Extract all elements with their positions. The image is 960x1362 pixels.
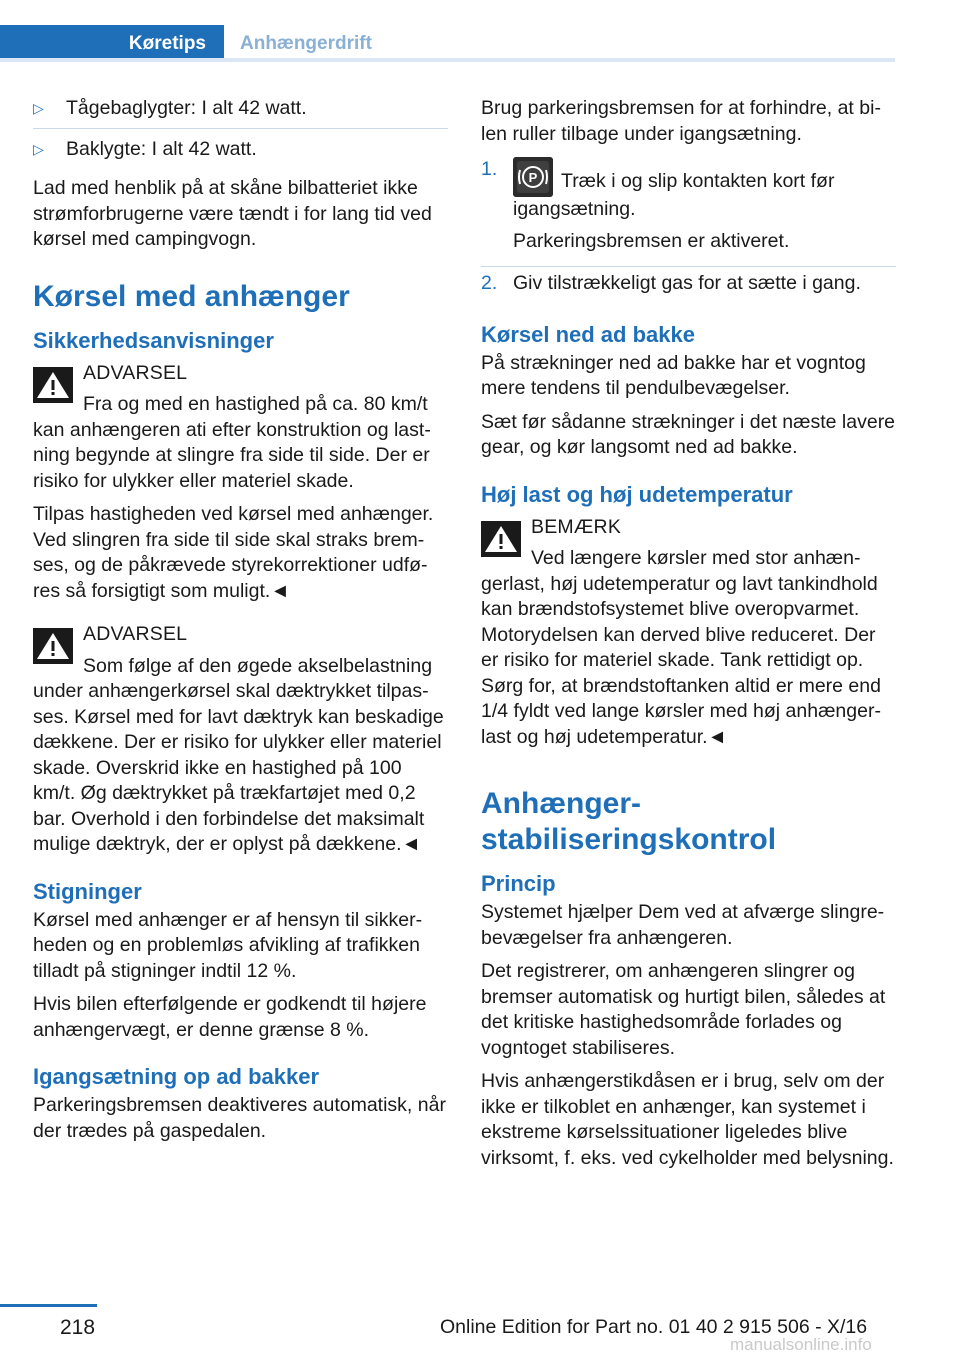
left-column <box>33 96 448 1152</box>
paragraph: Kørsel med anhænger er af hensyn til sikkerheden og en problemløs afvikling af trafikken tilladt på stigninger indtil 12 %. <box>33 908 423 982</box>
paragraph: Det registrerer, om anhængeren slingrer og bremser automatisk og hurtigt bilen, således at det kritiske hastighedsområde forlades og vogntoget stabiliseres. <box>481 960 886 1059</box>
right-column <box>481 96 896 1179</box>
step-text: Træk i og slip kontakten kort før igangsætning. <box>513 170 835 220</box>
warning-block <box>33 361 448 605</box>
paragraph: Parkeringsbremsen deaktiveres automatisk, når der trædes på gaspedalen. <box>33 1094 446 1142</box>
warning-block <box>33 622 448 858</box>
warning-triangle-icon <box>481 521 521 557</box>
subsection-heading: Sikkerhedsanvisninger <box>33 327 274 353</box>
warning-label: ADVARSEL <box>83 623 188 645</box>
warning-triangle-icon <box>33 367 73 403</box>
edition-line: Online Edition for Part no. 01 40 2 915 506 - X/16 <box>440 1316 868 1338</box>
subsection-heading: Igangsætning op ad bakker <box>33 1064 320 1089</box>
note-block <box>481 515 896 751</box>
step-text: Giv tilstrækkeligt gas for at sætte i gang. <box>513 272 861 294</box>
step-number: 2. <box>481 272 498 294</box>
subsection-heading: Høj last og høj udetemperatur <box>481 481 793 507</box>
step-result: Parkeringsbremsen er aktiveret. <box>513 229 790 252</box>
list-item <box>33 96 448 129</box>
page-number: 218 <box>60 1316 96 1339</box>
list-item <box>481 157 896 267</box>
intro-paragraph: Lad med henblik på at skåne bilbatteriet ikke strømforbrugerne være tændt i for lang tid ved kørsel med campingvogn. <box>33 177 432 250</box>
watermark: manualsonline.info <box>730 1335 872 1354</box>
note-text: Ved længere kørsler med stor anhængerlast, høj udetemperatur og lavt tankindhold kan brændstofsystemet blive overopvarmet. Motorydelsen kan derved blive reduceret. Der er risiko for materiel skade. Tank rettidigt op. Sørg for, at brændstoftanken altid er mere end 1/4 fyldt ved lange kørsler med høj anhængerlast og høj udetemperatur.◄ <box>481 547 881 748</box>
parking-brake-button-icon <box>513 157 553 197</box>
paragraph: Hvis anhængerstikdåsen er i brug, selv om der ikke er tilkoblet en anhænger, kan systemet i ekstreme kørselssituationer ligeledes blive virksomt, f. eks. ved cykelholder med belysning. <box>481 1070 894 1169</box>
section-heading: Anhængerstabiliseringskontrol <box>481 787 777 856</box>
list-item-text: Baklygte: I alt 42 watt. <box>66 137 257 160</box>
svg-text:P: P <box>528 170 538 185</box>
warning-label: ADVARSEL <box>83 361 188 384</box>
section-tab-active: Køretips <box>0 25 224 62</box>
section-tab-inactive: Anhængerdrift <box>240 33 372 54</box>
subsection-heading: Kørsel ned ad bakke <box>481 321 695 347</box>
warning-text: Som følge af den øgede akselbelastning under anhængerkørsel skal dæktrykket tilpasses. Kørsel med for lavt dæktryk kan beskadige dækkene. Der er risiko for ulykker eller materiel skade. Overskrid ikke en hastighed på 100 km/t. Øg dæktrykket på trækfartøjet med 0,2 bar. Overhold i den forbindelse det maksimalt mulige dæktryk, der er oplyst på dækkene.◄ <box>33 654 444 855</box>
subsection-heading: Princip <box>481 871 556 896</box>
header-rule <box>0 58 895 62</box>
paragraph: Sæt før sådanne strækninger i det næste lavere gear, og kør langsomt ned ad bakke. <box>481 410 896 458</box>
paragraph: Hvis bilen efterfølgende er godkendt til højere anhængervægt, er denne grænse 8 %. <box>33 993 427 1041</box>
paragraph: Brug parkeringsbremsen for at forhindre, at bilen ruller tilbage under igangsætning. <box>481 97 881 145</box>
list-item <box>481 271 896 301</box>
list-item <box>33 137 448 169</box>
section-heading: Kørsel med anhænger <box>33 279 350 313</box>
warning-text: Fra og med en hastighed på ca. 80 km/t kan anhængeren ati efter konstruktion og lastning begynde at slingre fra side til side. Der er risiko for ulykker eller materiel skade. <box>33 393 431 492</box>
list-item-text: Tågebaglygter: I alt 42 watt. <box>66 97 307 119</box>
warning-triangle-icon <box>33 628 73 664</box>
subsection-heading: Stigninger <box>33 878 142 904</box>
paragraph: Systemet hjælper Dem ved at afværge slingrebevægelser fra anhængeren. <box>481 901 885 949</box>
page-header <box>0 0 895 62</box>
step-number: 1. <box>481 158 498 180</box>
paragraph: På strækninger ned ad bakke har et vogntog mere tendens til pendulbevægelser. <box>481 351 866 399</box>
note-label: BEMÆRK <box>531 515 622 538</box>
warning-text: Tilpas hastigheden ved kørsel med anhænger. Ved slingren fra side til side skal straks bremses, og de påkrævede styrekorrektioner udføres så forsigtigt som muligt.◄ <box>33 503 434 602</box>
footer-rule <box>0 1304 97 1307</box>
triangle-bullet-icon: ▷ <box>33 100 44 116</box>
step-list <box>481 157 896 301</box>
triangle-bullet-icon: ▷ <box>33 140 44 157</box>
